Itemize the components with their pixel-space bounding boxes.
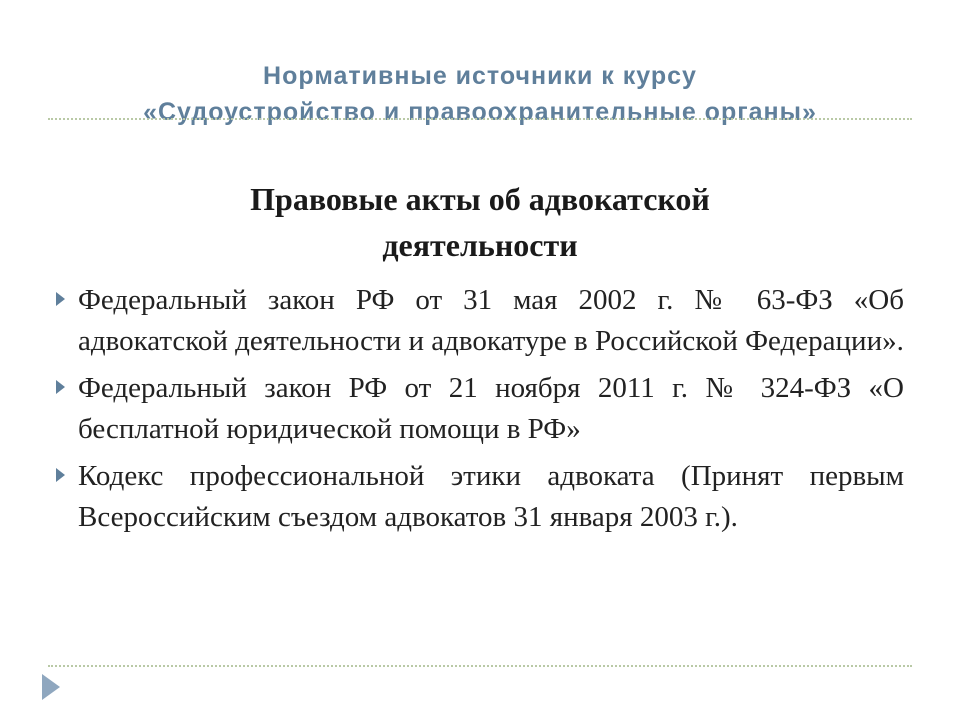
header-line-1: Нормативные источники к курсу xyxy=(263,62,697,90)
list-item xyxy=(52,280,904,362)
list-item-text: Кодекс профессиональной этики адвоката (Принят первым Всероссийским съездом адвокатов 31 января 2003 г.). xyxy=(78,460,904,533)
triangle-right-icon xyxy=(56,380,65,394)
slide-subtitle xyxy=(60,176,900,268)
header-line-2: «Судоустройство и правоохранительные органы» xyxy=(143,98,817,126)
subtitle-line-2: деятельности xyxy=(382,227,578,263)
next-slide-arrow-icon[interactable] xyxy=(42,674,60,700)
list-item xyxy=(52,456,904,538)
bottom-divider xyxy=(48,665,912,667)
list-item xyxy=(52,368,904,450)
triangle-right-icon xyxy=(56,292,65,306)
list-item-text: Федеральный закон РФ от 21 ноября 2011 г. № 324-ФЗ «О бесплатной юридической помощи в РФ» xyxy=(78,372,904,445)
legal-acts-list xyxy=(52,280,904,544)
subtitle-line-1: Правовые акты об адвокатской xyxy=(250,181,710,217)
list-item-text: Федеральный закон РФ от 31 мая 2002 г. № 63-ФЗ «Об адвокатской деятельности и адвокатуре в Российской Федерации». xyxy=(78,284,904,357)
top-divider xyxy=(48,118,912,120)
triangle-right-icon xyxy=(56,468,65,482)
